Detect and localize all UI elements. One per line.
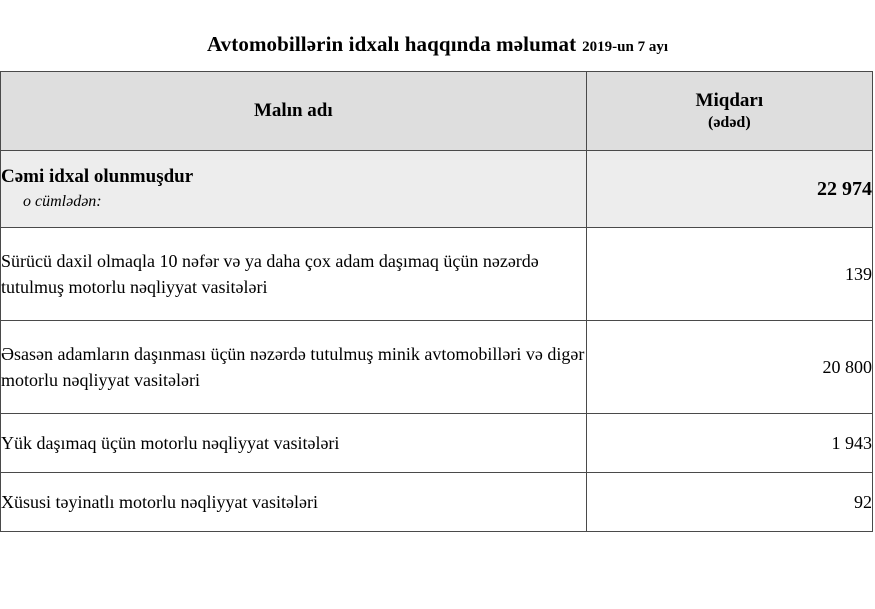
title-main-text: Avtomobillərin idxalı haqqında məlumat — [206, 32, 577, 56]
document-title — [0, 0, 875, 71]
table-row-total — [1, 151, 873, 228]
table-row — [1, 473, 873, 532]
table-row — [1, 228, 873, 321]
table-header — [1, 72, 873, 151]
table-body — [1, 151, 873, 532]
total-row-label: Cəmi idxal olunmuşdur — [1, 166, 194, 188]
row-value: 20 800 — [586, 321, 872, 414]
column-header-quantity — [586, 72, 872, 151]
row-label: Xüsusi təyinatlı motorlu nəqliyyat vasitələri — [1, 473, 587, 532]
table-row — [1, 321, 873, 414]
table-header-row — [1, 72, 873, 151]
total-row-label-cell — [1, 151, 587, 228]
import-statistics-table — [0, 71, 873, 532]
column-header-name: Malın adı — [1, 72, 587, 151]
total-row-sublabel: o cümlədən: — [23, 192, 102, 210]
row-value: 139 — [586, 228, 872, 321]
column-header-quantity-unit: (ədəd) — [708, 113, 751, 131]
column-header-quantity-label: Miqdarı — [695, 90, 764, 112]
total-row-value: 22 974 — [586, 151, 872, 228]
row-label: Yük daşımaq üçün motorlu nəqliyyat vasitələri — [1, 414, 587, 473]
row-value: 92 — [586, 473, 872, 532]
row-value: 1 943 — [586, 414, 872, 473]
table-row — [1, 414, 873, 473]
row-label: Sürücü daxil olmaqla 10 nəfər və ya daha çox adam daşımaq üçün nəzərdə tutulmuş motorlu nəqliyyat vasitələri — [1, 228, 587, 321]
row-label: Əsasən adamların daşınması üçün nəzərdə tutulmuş minik avtomobilləri və digər motorlu nəqliyyat vasitələri — [1, 321, 587, 414]
title-period-text: 2019-un 7 ayı — [582, 39, 669, 55]
